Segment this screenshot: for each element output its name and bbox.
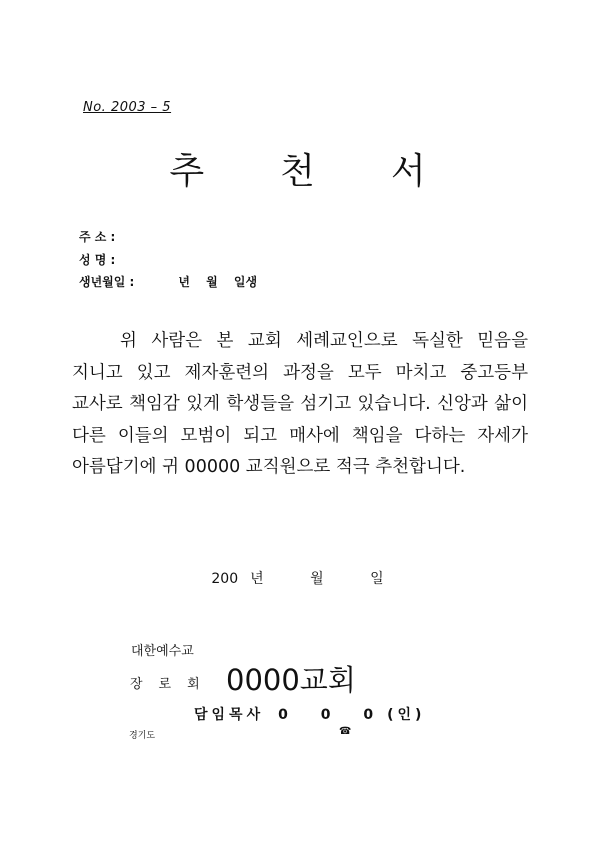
date-of-birth-units: 년 월 일생 xyxy=(178,275,258,289)
title-char-1: 추 xyxy=(169,151,205,192)
title-char-2: 천 xyxy=(280,151,315,192)
name-label: 성 명 : xyxy=(79,253,116,267)
province: 경기도 xyxy=(129,731,156,741)
pastor-title: 담임목사 xyxy=(194,707,265,723)
month-unit: 월 xyxy=(310,571,324,587)
date-of-birth-label: 생년월일 : xyxy=(79,275,135,289)
phone-icon: ☎ xyxy=(339,726,352,737)
pastor-signature-line xyxy=(194,704,425,724)
document-number: No. 2003 – 5 xyxy=(83,100,172,115)
year-unit: 년 xyxy=(250,571,264,587)
title-char-3: 서 xyxy=(390,151,426,192)
address-label: 주 소 : xyxy=(79,230,116,244)
recommendation-body: 위 사람은 본 교회 세례교인으로 독실한 믿음을 지니고 있고 제자훈련의 과정을 모두 마치고 중고등부 교사로 책임감 있게 학생들을 섬기고 있습니다. 신앙과 삶이 다른 이들의 모범이 되고 매사에 책임을 다하는 자세가 아름답기에 귀 00000 교직원으로 적극 추천합니다. xyxy=(72,331,528,477)
issue-year: 200 xyxy=(211,571,239,587)
denomination: 대한예수교 xyxy=(131,644,194,659)
day-unit: 일 xyxy=(370,571,384,587)
issue-date xyxy=(0,568,595,588)
presbyterian-label: 장로회 xyxy=(130,677,216,692)
seal-mark: (인) xyxy=(387,707,426,723)
pastor-name: 0 0 0 xyxy=(278,707,388,723)
document-title xyxy=(0,143,595,194)
date-of-birth-field xyxy=(79,273,257,290)
church-name: 0000교회 xyxy=(226,663,356,697)
